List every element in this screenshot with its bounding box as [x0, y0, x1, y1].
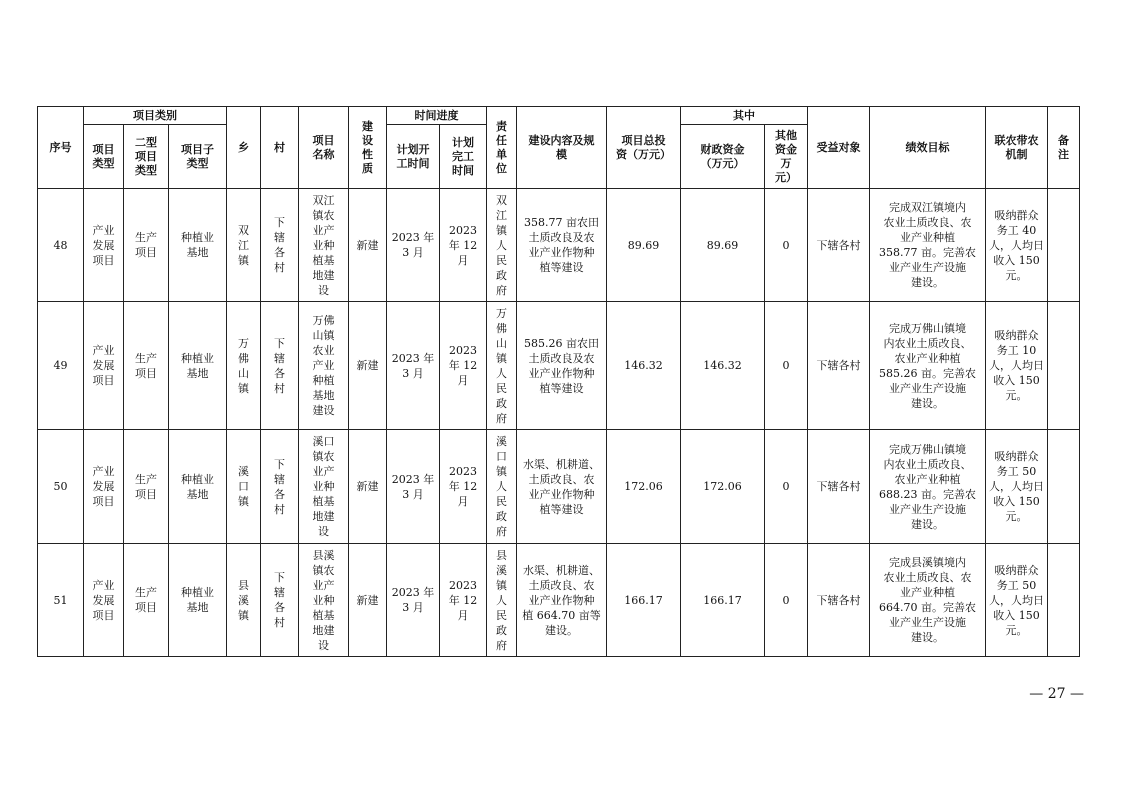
header-project-type2: 二型 项目 类型	[124, 125, 169, 189]
header-row-1	[38, 107, 1080, 125]
header-total-investment: 项目总投 资（万元）	[607, 107, 681, 189]
cell-project-subtype: 种植业 基地	[169, 189, 227, 302]
cell-responsible-unit: 双 江 镇 人 民 政 府	[487, 189, 517, 302]
page-number: — 27 —	[1029, 686, 1084, 702]
header-fiscal-funds: 财政资金 （万元）	[681, 125, 765, 189]
cell-total-investment: 166.17	[607, 544, 681, 657]
header-seq: 序号	[38, 107, 84, 189]
cell-total-investment: 172.06	[607, 430, 681, 544]
cell-mechanism: 吸纳群众 务工 50 人，人均日 收入 150 元。	[986, 430, 1048, 544]
cell-township: 县 溪 镇	[227, 544, 261, 657]
cell-responsible-unit: 县 溪 镇 人 民 政 府	[487, 544, 517, 657]
cell-township: 溪 口 镇	[227, 430, 261, 544]
header-plan-start: 计划开 工时间	[387, 125, 440, 189]
cell-remark	[1048, 544, 1080, 657]
header-township: 乡	[227, 107, 261, 189]
cell-village: 下 辖 各 村	[261, 189, 299, 302]
cell-project-type2: 生产 项目	[124, 302, 169, 430]
cell-remark	[1048, 189, 1080, 302]
cell-village: 下 辖 各 村	[261, 430, 299, 544]
header-performance: 绩效目标	[870, 107, 986, 189]
cell-project-type2: 生产 项目	[124, 189, 169, 302]
header-content-scale: 建设内容及规 模	[517, 107, 607, 189]
header-build-nature: 建 设 性 质	[349, 107, 387, 189]
table-row	[38, 430, 1080, 544]
cell-other-funds: 0	[765, 430, 808, 544]
table-row	[38, 544, 1080, 657]
cell-township: 万 佛 山 镇	[227, 302, 261, 430]
header-other-funds: 其他 资金 万 元）	[765, 125, 808, 189]
cell-total-investment: 89.69	[607, 189, 681, 302]
cell-plan-end: 2023 年 12 月	[440, 189, 487, 302]
cell-content-scale: 358.77 亩农田 土质改良及农 业产业作物种 植等建设	[517, 189, 607, 302]
cell-plan-end: 2023 年 12 月	[440, 302, 487, 430]
cell-township: 双 江 镇	[227, 189, 261, 302]
cell-seq: 48	[38, 189, 84, 302]
cell-project-subtype: 种植业 基地	[169, 430, 227, 544]
table-row	[38, 189, 1080, 302]
cell-performance: 完成双江镇境内 农业土质改良、农 业产业种植 358.77 亩。完善农 业产业生产设施 建设。	[870, 189, 986, 302]
cell-other-funds: 0	[765, 189, 808, 302]
cell-project-name: 双江 镇农 业产 业种 植基 地建 设	[299, 189, 349, 302]
header-project-type: 项目 类型	[84, 125, 124, 189]
cell-project-type: 产业 发展 项目	[84, 544, 124, 657]
cell-project-type: 产业 发展 项目	[84, 189, 124, 302]
table-row	[38, 302, 1080, 430]
cell-mechanism: 吸纳群众 务工 50 人，人均日 收入 150 元。	[986, 544, 1048, 657]
cell-content-scale: 水渠、机耕道、 土质改良、农 业产业作物种 植 664.70 亩等 建设。	[517, 544, 607, 657]
header-project-name: 项目 名称	[299, 107, 349, 189]
cell-project-name: 万佛 山镇 农业 产业 种植 基地 建设	[299, 302, 349, 430]
cell-total-investment: 146.32	[607, 302, 681, 430]
header-project-subtype: 项目子 类型	[169, 125, 227, 189]
cell-remark	[1048, 302, 1080, 430]
cell-beneficiary: 下辖各村	[808, 544, 870, 657]
cell-project-subtype: 种植业 基地	[169, 544, 227, 657]
cell-responsible-unit: 溪 口 镇 人 民 政 府	[487, 430, 517, 544]
cell-build-nature: 新建	[349, 430, 387, 544]
header-plan-end: 计划 完工 时间	[440, 125, 487, 189]
cell-seq: 50	[38, 430, 84, 544]
cell-build-nature: 新建	[349, 302, 387, 430]
cell-performance: 完成万佛山镇境 内农业土质改良、 农业产业种植 585.26 亩。完善农 业产业生产设施 建设。	[870, 302, 986, 430]
cell-project-type2: 生产 项目	[124, 430, 169, 544]
header-mechanism: 联农带农 机制	[986, 107, 1048, 189]
cell-mechanism: 吸纳群众 务工 40 人，人均日 收入 150 元。	[986, 189, 1048, 302]
cell-remark	[1048, 430, 1080, 544]
cell-content-scale: 水渠、机耕道、 土质改良、农 业产业作物种 植等建设	[517, 430, 607, 544]
cell-project-subtype: 种植业 基地	[169, 302, 227, 430]
cell-seq: 51	[38, 544, 84, 657]
header-beneficiary: 受益对象	[808, 107, 870, 189]
cell-beneficiary: 下辖各村	[808, 302, 870, 430]
cell-fiscal-funds: 89.69	[681, 189, 765, 302]
cell-plan-end: 2023 年 12 月	[440, 544, 487, 657]
cell-project-type: 产业 发展 项目	[84, 302, 124, 430]
cell-beneficiary: 下辖各村	[808, 189, 870, 302]
header-among-group: 其中	[681, 107, 808, 125]
header-village: 村	[261, 107, 299, 189]
cell-build-nature: 新建	[349, 544, 387, 657]
project-table	[37, 106, 1080, 657]
cell-build-nature: 新建	[349, 189, 387, 302]
cell-plan-start: 2023 年 3 月	[387, 544, 440, 657]
cell-mechanism: 吸纳群众 务工 10 人，人均日 收入 150 元。	[986, 302, 1048, 430]
cell-project-name: 县溪 镇农 业产 业种 植基 地建 设	[299, 544, 349, 657]
cell-plan-start: 2023 年 3 月	[387, 189, 440, 302]
cell-project-type: 产业 发展 项目	[84, 430, 124, 544]
cell-plan-end: 2023 年 12 月	[440, 430, 487, 544]
cell-fiscal-funds: 146.32	[681, 302, 765, 430]
header-time-group: 时间进度	[387, 107, 487, 125]
cell-project-type2: 生产 项目	[124, 544, 169, 657]
cell-village: 下 辖 各 村	[261, 302, 299, 430]
cell-fiscal-funds: 172.06	[681, 430, 765, 544]
cell-fiscal-funds: 166.17	[681, 544, 765, 657]
cell-seq: 49	[38, 302, 84, 430]
cell-responsible-unit: 万 佛 山 镇 人 民 政 府	[487, 302, 517, 430]
cell-beneficiary: 下辖各村	[808, 430, 870, 544]
cell-performance: 完成万佛山镇境 内农业土质改良、 农业产业种植 688.23 亩。完善农 业产业生产设施 建设。	[870, 430, 986, 544]
header-category-group: 项目类别	[84, 107, 227, 125]
cell-project-name: 溪口 镇农 业产 业种 植基 地建 设	[299, 430, 349, 544]
cell-village: 下 辖 各 村	[261, 544, 299, 657]
cell-content-scale: 585.26 亩农田 土质改良及农 业产业作物种 植等建设	[517, 302, 607, 430]
cell-performance: 完成县溪镇境内 农业土质改良、农 业产业种植 664.70 亩。完善农 业产业生产设施 建设。	[870, 544, 986, 657]
cell-plan-start: 2023 年 3 月	[387, 430, 440, 544]
cell-plan-start: 2023 年 3 月	[387, 302, 440, 430]
header-remark: 备 注	[1048, 107, 1080, 189]
header-responsible-unit: 责 任 单 位	[487, 107, 517, 189]
cell-other-funds: 0	[765, 302, 808, 430]
cell-other-funds: 0	[765, 544, 808, 657]
